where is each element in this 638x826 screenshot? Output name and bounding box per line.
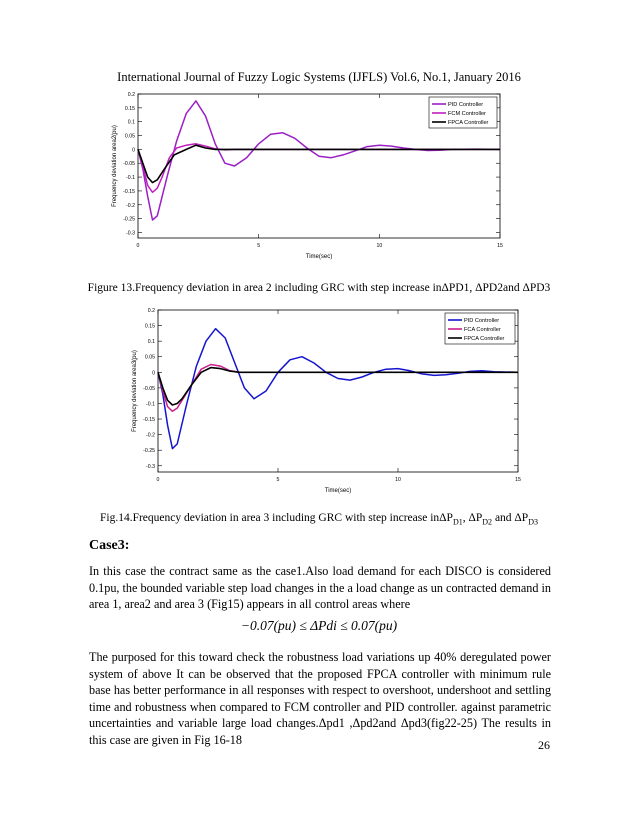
y-axis-label: Frequency deviation area2(pu): [112, 125, 118, 207]
section-heading: Case3:: [89, 538, 130, 553]
y-tick-label: -0.3: [146, 463, 155, 470]
y-tick-label: -0.25: [123, 216, 135, 223]
y-tick-label: 0: [132, 147, 135, 154]
y-tick-label: 0.05: [144, 354, 155, 361]
y-tick-label: -0.3: [126, 230, 135, 237]
x-tick-label: 15: [497, 243, 503, 249]
y-tick-label: -0.1: [146, 401, 155, 408]
x-tick-label: 10: [395, 477, 401, 483]
x-tick-label: 0: [156, 477, 160, 483]
page-number: 26: [538, 738, 550, 752]
figure-14-chart: [120, 304, 530, 496]
legend-label: FCA Controller: [464, 327, 501, 333]
paragraph-1: In this case the contract same as the case1.Also load demand for each DISCO is considered 0.1pu, the bounded variable step load changes in the a load change as un contracted demand in area 1, area2 and area 3 (Fig15) appears in all control areas where: [89, 564, 551, 612]
x-tick-label: 0: [136, 243, 140, 249]
y-tick-label: 0.1: [147, 339, 155, 346]
figure-14-caption: Fig.14.Frequency deviation in area 3 including GRC with step increase inΔP$_{D1}$, $\Delta P_{D2}$ and $\Delta P_{D3}$: [99, 512, 538, 527]
running-header: International Journal of Fuzzy Logic Systems (IJFLS) Vol.6, No.1, January 2016: [117, 70, 521, 84]
y-axis-label: Frequency deviation area3(pu): [132, 350, 138, 432]
y-tick-label: -0.25: [143, 448, 155, 455]
figure-13-plot: [100, 88, 520, 268]
y-tick-label: 0.1: [127, 119, 135, 126]
legend-label: FPCA Controller: [464, 336, 505, 342]
figure-13-caption: Figure 13.Frequency deviation in area 2 including GRC with step increase inΔPD1, ΔPD2and ΔPD3: [87, 282, 551, 294]
legend-label: FCM Controller: [448, 111, 486, 117]
legend-label: PID Controller: [448, 102, 484, 108]
y-tick-label: 0.2: [127, 92, 135, 98]
y-tick-label: 0.15: [124, 105, 135, 112]
legend-label: PID Controller: [464, 318, 500, 324]
figure-14-plot: [120, 304, 530, 496]
y-tick-label: 0.15: [144, 323, 155, 330]
figure-13-chart: [100, 88, 520, 268]
x-tick-label: 10: [376, 243, 383, 249]
x-tick-label: 5: [257, 243, 261, 249]
y-tick-label: -0.05: [123, 161, 135, 168]
paragraph-2: The purposed for this toward check the robustness load variations up 40% deregulated power system of above It can be observed that the proposed FPCA controller with minimum rule base has better performance in all responses with respect to overshoot, undershoot and settling time and robustness when compared to FCM controller and PID controller. against parametric uncertainties and variable large load changes.Δpd1 ,Δpd2and Δpd3(fig22-25) The results in this case are given in Fig 16-18: [89, 650, 551, 747]
y-tick-label: -0.2: [146, 432, 155, 439]
y-tick-label: 0: [152, 370, 155, 377]
y-tick-label: 0.05: [124, 133, 135, 140]
equation: −0.07(pu) ≤ ΔPdi ≤ 0.07(pu): [240, 618, 398, 633]
x-axis-label: Time(sec): [324, 488, 352, 494]
x-tick-label: 15: [515, 477, 521, 483]
legend-label: FPCA Controller: [448, 120, 489, 126]
y-tick-label: -0.1: [126, 175, 135, 182]
y-tick-label: -0.05: [143, 385, 155, 392]
y-tick-label: -0.2: [126, 202, 135, 209]
x-tick-label: 5: [276, 477, 280, 483]
y-tick-label: -0.15: [123, 188, 135, 195]
y-tick-label: 0.2: [147, 308, 155, 314]
y-tick-label: -0.15: [143, 417, 155, 424]
x-axis-label: Time(sec): [305, 254, 333, 260]
